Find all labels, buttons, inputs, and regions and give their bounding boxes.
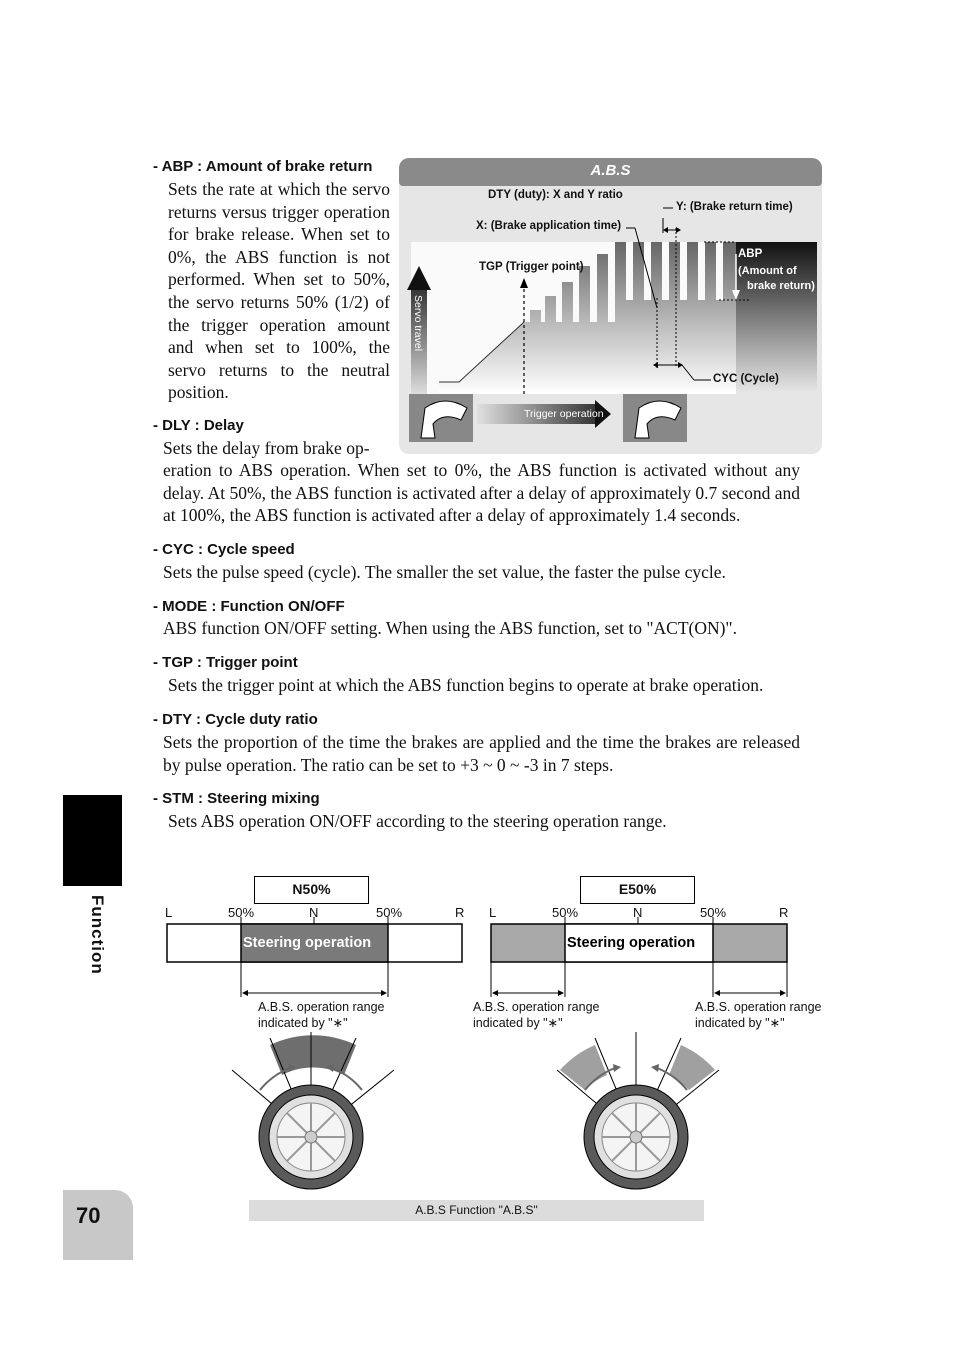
abp-diagram-sub2: brake return): [747, 280, 815, 292]
mode-body: ABS function ON/OFF setting. When using the ABS function, set to "ACT(ON)".: [163, 618, 737, 638]
dty-body: Sets the proportion of the time the brakes are applied and the time the brakes are released by pulse operation. The ratio can be set to +3 ~ 0 ~ -3 in 7 steps.: [163, 732, 800, 775]
mode-heading: - MODE : Function ON/OFF: [153, 598, 345, 615]
steering-bars-graphic: [160, 915, 800, 1005]
e50-label: E50%: [580, 876, 695, 904]
right-tick-50-left: 50%: [552, 905, 579, 920]
y-brake-return-label: Y: (Brake return time): [676, 201, 793, 213]
stm-body: Sets ABS operation ON/OFF according to the steering operation range.: [168, 811, 667, 831]
right-tick-n: N: [633, 905, 643, 920]
dty-label: DTY (duty): X and Y ratio: [488, 189, 623, 201]
section-tab: [63, 795, 122, 886]
right-tick-50-right: 50%: [700, 905, 727, 920]
dly-body-line1: Sets the delay from brake op-: [163, 438, 370, 458]
left-tick-n: N: [309, 905, 319, 920]
left-steering-operation-label: Steering operation: [243, 935, 372, 951]
abs-diagram-title: A.B.S: [590, 162, 631, 179]
figure-caption: A.B.S Function "A.B.S": [415, 1203, 538, 1217]
left-range-line2: indicated by "∗": [258, 1016, 348, 1030]
left-tick-50-left: 50%: [228, 905, 255, 920]
trigger-operation-label: Trigger operation: [524, 408, 604, 420]
dly-heading: - DLY : Delay: [153, 417, 244, 434]
right-range-right-line2: indicated by "∗": [695, 1016, 785, 1030]
right-steering-operation-label: Steering operation: [567, 935, 696, 951]
cyc-heading: - CYC : Cycle speed: [153, 541, 295, 558]
right-tick-l: L: [489, 905, 497, 920]
dty-heading: - DTY : Cycle duty ratio: [153, 711, 318, 728]
cyc-diagram-label: CYC (Cycle): [713, 373, 779, 385]
right-range-right-line1: A.B.S. operation range: [695, 1000, 822, 1014]
stm-heading: - STM : Steering mixing: [153, 790, 320, 807]
right-range-left-line2: indicated by "∗": [473, 1016, 563, 1030]
left-range-line1: A.B.S. operation range: [258, 1000, 385, 1014]
right-range-left-line1: A.B.S. operation range: [473, 1000, 600, 1014]
right-tick-r: R: [779, 905, 789, 920]
abp-heading: - ABP : Amount of brake return: [153, 158, 373, 175]
tgp-label: TGP (Trigger point): [479, 261, 584, 273]
page-number: 70: [76, 1203, 101, 1228]
abp-diagram-label: ABP: [738, 248, 763, 260]
cyc-body: Sets the pulse speed (cycle). The smaller the set value, the faster the pulse cycle.: [163, 562, 726, 582]
x-brake-application-label: X: (Brake application time): [476, 220, 622, 232]
abp-diagram-sub1: (Amount of: [738, 265, 797, 277]
n50-label: N50%: [254, 876, 369, 904]
left-tick-50-right: 50%: [376, 905, 403, 920]
left-tick-r: R: [455, 905, 465, 920]
dly-body: eration to ABS operation. When set to 0%, the ABS function is activated without any delay. At 50%, the ABS function is activated after a delay of approximately 0.7 second and at 100%, the ABS function is activated after a delay of approximately 1.4 seconds.: [163, 460, 800, 526]
servo-travel-label: Servo travel: [412, 295, 424, 352]
tgp-body: Sets the trigger point at which the ABS function begins to operate at brake operation.: [168, 675, 764, 695]
right-steering-wheel-graphic: [545, 1030, 735, 1195]
abp-body: Sets the rate at which the servo returns versus trigger operation for brake release. When set to 0%, the ABS function is not performed. When set to 50%, the servo returns 50% (1/2) of the trigger operation amount and when set to 100%, the servo returns to the neutral position.: [168, 179, 390, 403]
section-tab-label: Function: [88, 895, 107, 975]
tgp-heading: - TGP : Trigger point: [153, 654, 298, 671]
left-tick-l: L: [165, 905, 173, 920]
left-steering-wheel-graphic: [220, 1030, 410, 1195]
